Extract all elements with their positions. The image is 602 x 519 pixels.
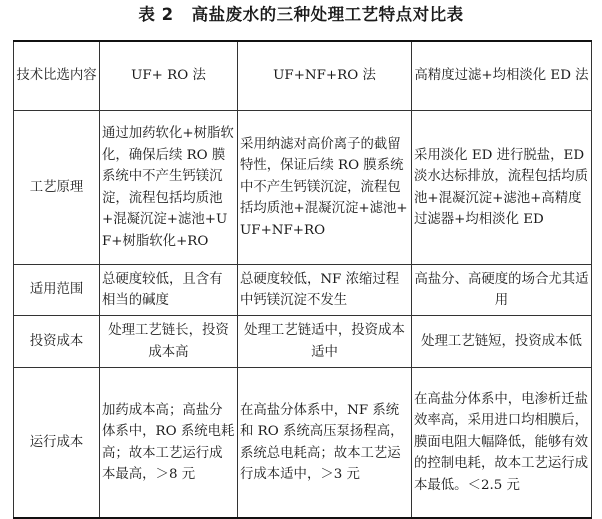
table-cell: 处理工艺链适中，投资成本适中	[238, 316, 412, 368]
table-cell: 处理工艺链长，投资成本高	[100, 316, 238, 368]
table-row	[14, 265, 592, 316]
table-title	[0, 0, 602, 30]
table-cell: 在高盐分体系中，电渗析迁盐效率高，采用进口均相膜后，膜面电阻大幅降低，能够有效的控制电耗，故本工艺运行成本最低。＜2.5 元	[412, 368, 592, 519]
table-row	[14, 111, 592, 265]
row-label: 投资成本	[14, 316, 100, 368]
table-row	[14, 316, 592, 368]
table-number: 表 2	[138, 5, 174, 24]
row-label: 工艺原理	[14, 111, 100, 265]
row-label: 运行成本	[14, 368, 100, 519]
table-cell: 总硬度较低，且含有相当的碱度	[100, 265, 238, 316]
table-header-row	[14, 41, 592, 111]
header-uf-ro: UF+ RO 法	[100, 41, 238, 111]
header-corner: 技术比选内容	[14, 41, 100, 111]
header-ed: 高精度过滤+均相淡化 ED 法	[412, 41, 592, 111]
table-cell: 高盐分、高硬度的场合尤其适用	[412, 265, 592, 316]
header-uf-nf-ro: UF+NF+RO 法	[238, 41, 412, 111]
table-cell: 加药成本高；高盐分体系中，RO 系统电耗高；故本工艺运行成本最高，＞8 元	[100, 368, 238, 519]
table-cell: 处理工艺链短，投资成本低	[412, 316, 592, 368]
table-cell: 采用纳滤对高价离子的截留特性，保证后续 RO 膜系统中不产生钙镁沉淀，流程包括均质池+混凝沉淀+滤池+UF+NF+RO	[238, 111, 412, 265]
table-cell: 在高盐分体系中，NF 系统和 RO 系统高压泵扬程高，系统总电耗高；故本工艺运行成本适中，＞3 元	[238, 368, 412, 519]
table-cell: 采用淡化 ED 进行脱盐，ED 淡水达标排放，流程包括均质池+混凝沉淀+滤池+高精度过滤器+均相淡化 ED	[412, 111, 592, 265]
table-caption: 高盐废水的三种处理工艺特点对比表	[191, 5, 464, 24]
comparison-table	[13, 40, 592, 519]
table-cell: 通过加药软化+树脂软化，确保后续 RO 膜系统中不产生钙镁沉淀，流程包括均质池+混凝沉淀+滤池+UF+树脂软化+RO	[100, 111, 238, 265]
table-cell: 总硬度较低，NF 浓缩过程中钙镁沉淀不发生	[238, 265, 412, 316]
table-row	[14, 368, 592, 519]
row-label: 适用范围	[14, 265, 100, 316]
